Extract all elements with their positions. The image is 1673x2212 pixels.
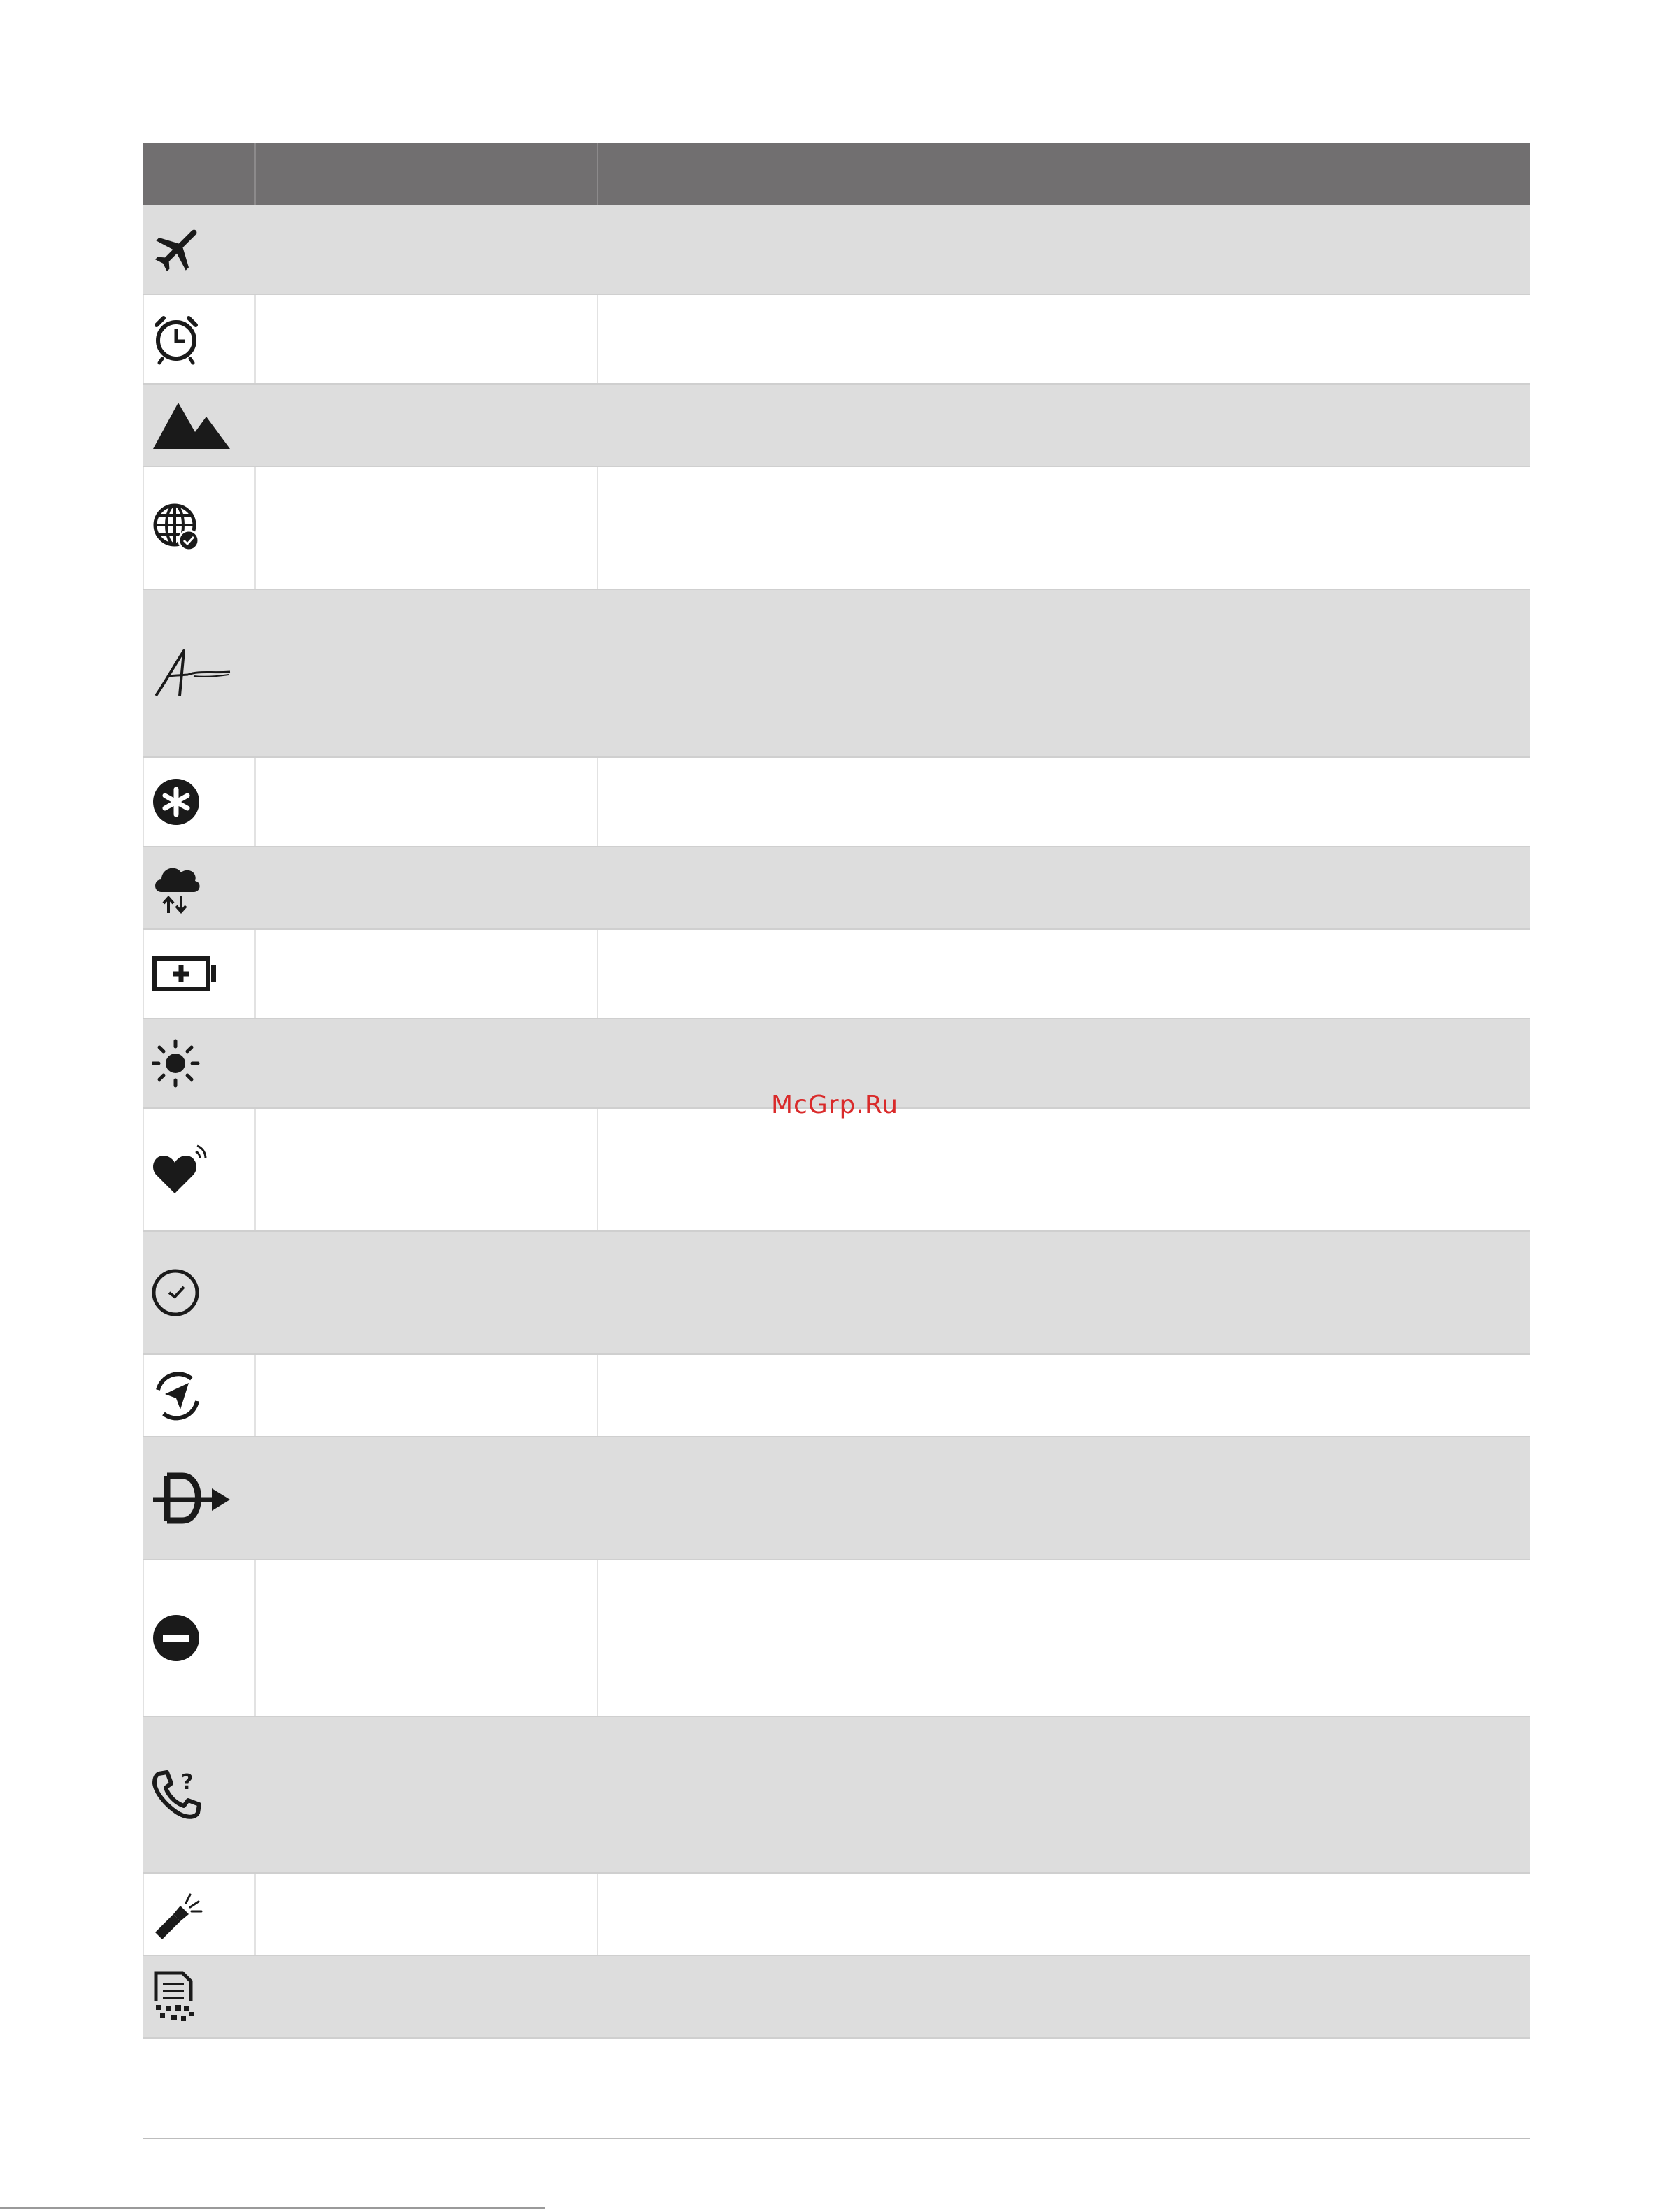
- name-cell: [255, 294, 598, 384]
- table-row: [143, 1873, 1530, 1955]
- cloud-sync-icon: [152, 860, 202, 916]
- icon-cell: [143, 1437, 1530, 1560]
- description-cell: [598, 1354, 1530, 1437]
- mountains-icon: [152, 398, 233, 452]
- header-icon-column: [143, 143, 255, 205]
- icon-cell: [143, 205, 1530, 294]
- icon-cell: [143, 589, 1530, 757]
- battery-saver-icon: [152, 953, 220, 995]
- alarm-clock-icon: [152, 313, 203, 366]
- watch-clock-icon: [152, 1267, 202, 1318]
- table-row: [143, 466, 1530, 589]
- asterisk-circle-icon: [152, 777, 203, 827]
- description-cell: [598, 1108, 1530, 1231]
- table-row: [143, 1437, 1530, 1560]
- table-row: [143, 1560, 1530, 1716]
- name-cell: [255, 1354, 598, 1437]
- table-header: [143, 143, 1530, 205]
- airplane-icon: [152, 222, 202, 278]
- globe-check-icon: [152, 503, 203, 553]
- page-edge-strip: [0, 2207, 545, 2209]
- qr-document-icon: [152, 1970, 202, 2023]
- icon-cell: [143, 466, 255, 589]
- table-row: [143, 847, 1530, 929]
- icon-cell: [143, 384, 1530, 466]
- icon-cell: [143, 1716, 1530, 1873]
- table-body: [143, 205, 1530, 2038]
- table-row: [143, 294, 1530, 384]
- name-cell: [255, 466, 598, 589]
- description-cell: [598, 294, 1530, 384]
- header-row: [143, 143, 1530, 205]
- do-not-disturb-icon: [152, 1613, 203, 1663]
- brightness-icon: [152, 1038, 202, 1089]
- svg-text:?: ?: [181, 1770, 194, 1795]
- description-cell: [598, 757, 1530, 847]
- dynamic-route-icon: [152, 1472, 233, 1525]
- table-row: [143, 1716, 1530, 1873]
- watermark: McGrp.Ru: [771, 1091, 899, 1119]
- icon-cell: [143, 1354, 255, 1437]
- header-name-column: [255, 143, 598, 205]
- table-row: [143, 205, 1530, 294]
- header-description-column: [598, 143, 1530, 205]
- description-cell: [598, 929, 1530, 1019]
- table-row: [143, 757, 1530, 847]
- icon-cell: [143, 847, 1530, 929]
- icon-cell: [143, 1108, 255, 1231]
- description-cell: [598, 1873, 1530, 1955]
- name-cell: [255, 1560, 598, 1716]
- table-row: [143, 1231, 1530, 1354]
- name-cell: [255, 1873, 598, 1955]
- icon-cell: [143, 1873, 255, 1955]
- icon-cell: [143, 1955, 1530, 2038]
- find-phone-icon: [152, 1768, 205, 1821]
- flashlight-icon: [152, 1889, 203, 1939]
- icon-cell: [143, 757, 255, 847]
- description-cell: [598, 466, 1530, 589]
- description-cell: [598, 1560, 1530, 1716]
- table-row: [143, 384, 1530, 466]
- table-row: [143, 1354, 1530, 1437]
- icon-cell: [143, 929, 255, 1019]
- icon-cell: [143, 294, 255, 384]
- table-row: [143, 1108, 1530, 1231]
- navigation-arrow-icon: [152, 1370, 203, 1421]
- table-row: [143, 1955, 1530, 2038]
- name-cell: [255, 1108, 598, 1231]
- icon-cell: [143, 1231, 1530, 1354]
- heart-broadcast-icon: [152, 1142, 211, 1198]
- table-row: [143, 589, 1530, 757]
- name-cell: [255, 929, 598, 1019]
- footer-rule: [143, 2138, 1530, 2139]
- icon-cell: [143, 1560, 255, 1716]
- table-row: [143, 929, 1530, 1019]
- signature-icon: [152, 645, 233, 701]
- name-cell: [255, 757, 598, 847]
